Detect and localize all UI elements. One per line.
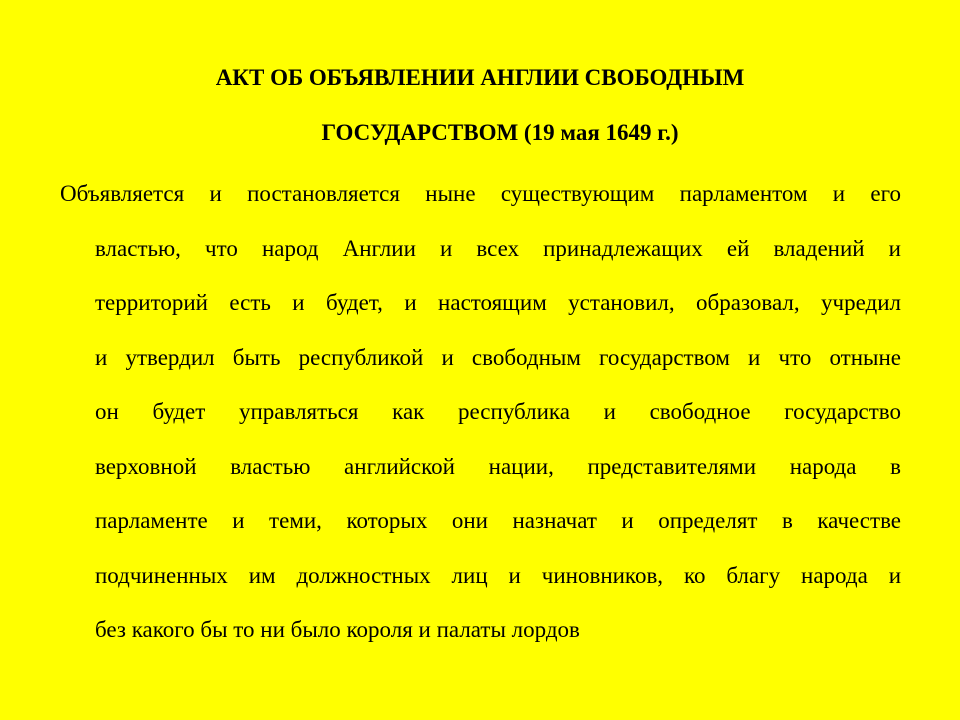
body-line: без какого бы то ни было короля и палаты лордов xyxy=(95,617,580,642)
body-line: и утвердил быть республикой и свободным государством и что отныне xyxy=(95,345,901,370)
body-line: властью, что народ Англии и всех принадлежащих ей владений и xyxy=(95,236,901,261)
body-line: территорий есть и будет, и настоящим установил, образовал, учредил xyxy=(95,290,901,315)
slide-title-line-2: ГОСУДАРСТВОМ (19 мая 1649 г.) xyxy=(321,120,679,145)
body-line: он будет управляться как республика и свободное государство xyxy=(95,399,901,424)
slide-title-line-1: АКТ ОБ ОБЪЯВЛЕНИИ АНГЛИИ СВОБОДНЫМ xyxy=(215,65,745,90)
body-line: парламенте и теми, которых они назначат и определят в качестве xyxy=(95,508,901,533)
body-line: подчиненных им должностных лиц и чиновников, ко благу народа и xyxy=(95,563,901,588)
body-line: верховной властью английской нации, представителями народа в xyxy=(95,454,901,479)
body-line: Объявляется и постановляется ныне существующим парламентом и его xyxy=(60,181,901,206)
